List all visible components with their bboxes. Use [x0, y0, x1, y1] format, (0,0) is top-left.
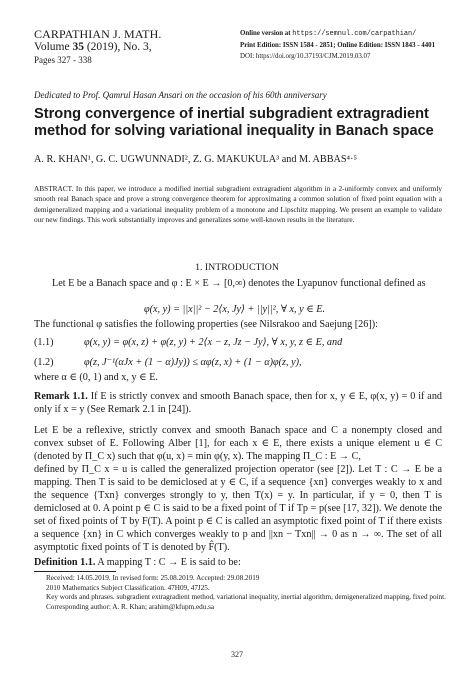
online-version: Online version at https://semnul.com/carpathian/ [240, 30, 417, 38]
remark-label: Remark 1.1. [34, 391, 88, 402]
journal-header [34, 28, 224, 66]
definition-text: A mapping T : C → E is said to be: [97, 557, 241, 568]
footnote-divider [34, 571, 116, 572]
author-list: A. R. KHAN¹, G. C. UGWUNNADI², Z. G. MAKUKULA³ and M. ABBAS⁴·⁵ [34, 154, 358, 165]
footnote-received: Received: 14.05.2019. In revised form: 25.08.2019. Accepted: 29.08.2019 [46, 574, 260, 582]
online-url[interactable]: https://semnul.com/carpathian/ [292, 30, 417, 38]
journal-volume: Volume 35 (2019), No. 3, [34, 41, 152, 53]
footnote-corresponding: Corresponding author: A. R. Khan; arahim@kfupm.edu.sa [46, 602, 215, 611]
footnotes [34, 574, 446, 612]
equation-number-1-1: (1.1) [34, 337, 54, 348]
equation-1-2: φ(z, J⁻¹(αJx + (1 − α)Jy)) ≤ αφ(z, x) + (1 − α)φ(z, y), [84, 357, 302, 368]
publication-info [240, 28, 460, 62]
paragraph-intro: Let E be a Banach space and φ : E × E → [0,∞) denotes the Lyapunov functional defined as [52, 278, 426, 289]
abstract [34, 184, 442, 225]
page-number: 327 [231, 650, 243, 659]
definition-label: Definition 1.1. [34, 557, 96, 568]
abstract-label: ABSTRACT. [34, 184, 74, 193]
remark-text: If E is strictly convex and smooth Banach space, then for x, y ∈ E, φ(x, y) = 0 if and only if x = y (See Remark 2.1 in [24]). [34, 391, 443, 415]
doi-line[interactable]: DOI: https://doi.org/10.37193/CJM.2019.03.07 [240, 53, 371, 60]
print-edition: Print Edition: ISSN 1584 - 2851; Online Edition: ISSN 1843 - 4401 [240, 42, 436, 49]
paragraph-projection: Let E be a reflexive, strictly convex and smooth Banach space and C a nonempty closed and convex subset of E. Following Alber [1], for each x ∈ E, there exists a unique element u ∈ C (denoted by Π_C x) such that φ(u, x) = min φ(y, x). The mapping Π_C : E → C, [34, 425, 442, 462]
equation-1-1: φ(x, y) = φ(x, z) + φ(z, y) + 2⟨x − z, Jz − Jy⟩, ∀ x, y, z ∈ E, and [84, 337, 343, 348]
footnote-keywords: Key words and phrases. subgradient extragradient method, variational inequality, inertial algorithm, demigeneralized mapping, fixed point. [46, 593, 446, 602]
journal-name: CARPATHIAN J. MATH. [34, 27, 162, 41]
equation-number-1-2: (1.2) [34, 357, 54, 368]
journal-pages: Pages 327 - 338 [34, 55, 92, 65]
paragraph-where: where α ∈ (0, 1) and x, y ∈ E. [34, 372, 158, 383]
paper-title: Strong convergence of inertial subgradient extragradient method for solving variational inequality in Banach space [34, 106, 434, 139]
abstract-text: In this paper, we introduce a modified inertial subgradient extragradient algorithm in a 2-uniformly convex and uniformly smooth real Banach space and prove a strong convergence theorem for approximating a common solution of fixed point equation with a demigeneralized mapping and a variational inequality problem of a monotone and Lipschitz mapping. We present an example to validate our new findings. This work substantially improves and generalizes some well-known results in the literature. [34, 184, 443, 224]
dedication: Dedicated to Prof. Qamrul Hasan Ansari on the occasion of his 60th anniversary [34, 90, 327, 100]
section-title: 1. INTRODUCTION [195, 262, 279, 273]
paragraph-definitions: defined by Π_C x = u is called the generalized projection operator (see [2]). Let T : C → E be a mapping. Then T is said to be demiclosed at y ∈ C, if a sequence {xn} converges weakly to x and the sequence {Txn} converges strongly to y, then T(x) = y. In particular, if y = 0, then T is demiclosed at 0. A point p ∈ C is said to be a fixed point of T if Tp = p(see [17, 32]). We denote the set of fixed points of T by F(T). A point p ∈ C is called an asymptotic fixed point of T if there exists a sequence {xn} in C which converges weakly to p and ||xn − Txn|| → 0 as n → ∞. The set of all asymptotic fixed points of T is denoted by F̂(T). [34, 464, 443, 553]
footnote-msc: 2010 Mathematics Subject Classification. 47H09, 47J25. [46, 583, 210, 592]
equation-lyapunov: φ(x, y) = ||x||² − 2⟨x, Jy⟩ + ||y||², ∀ x, y ∈ E. [144, 304, 326, 315]
remark-1-1 [34, 390, 442, 416]
definition-1-1 [34, 556, 442, 569]
paragraph-properties: The functional φ satisfies the following properties (see Nilsrakoo and Saejung [26]): [34, 319, 378, 330]
